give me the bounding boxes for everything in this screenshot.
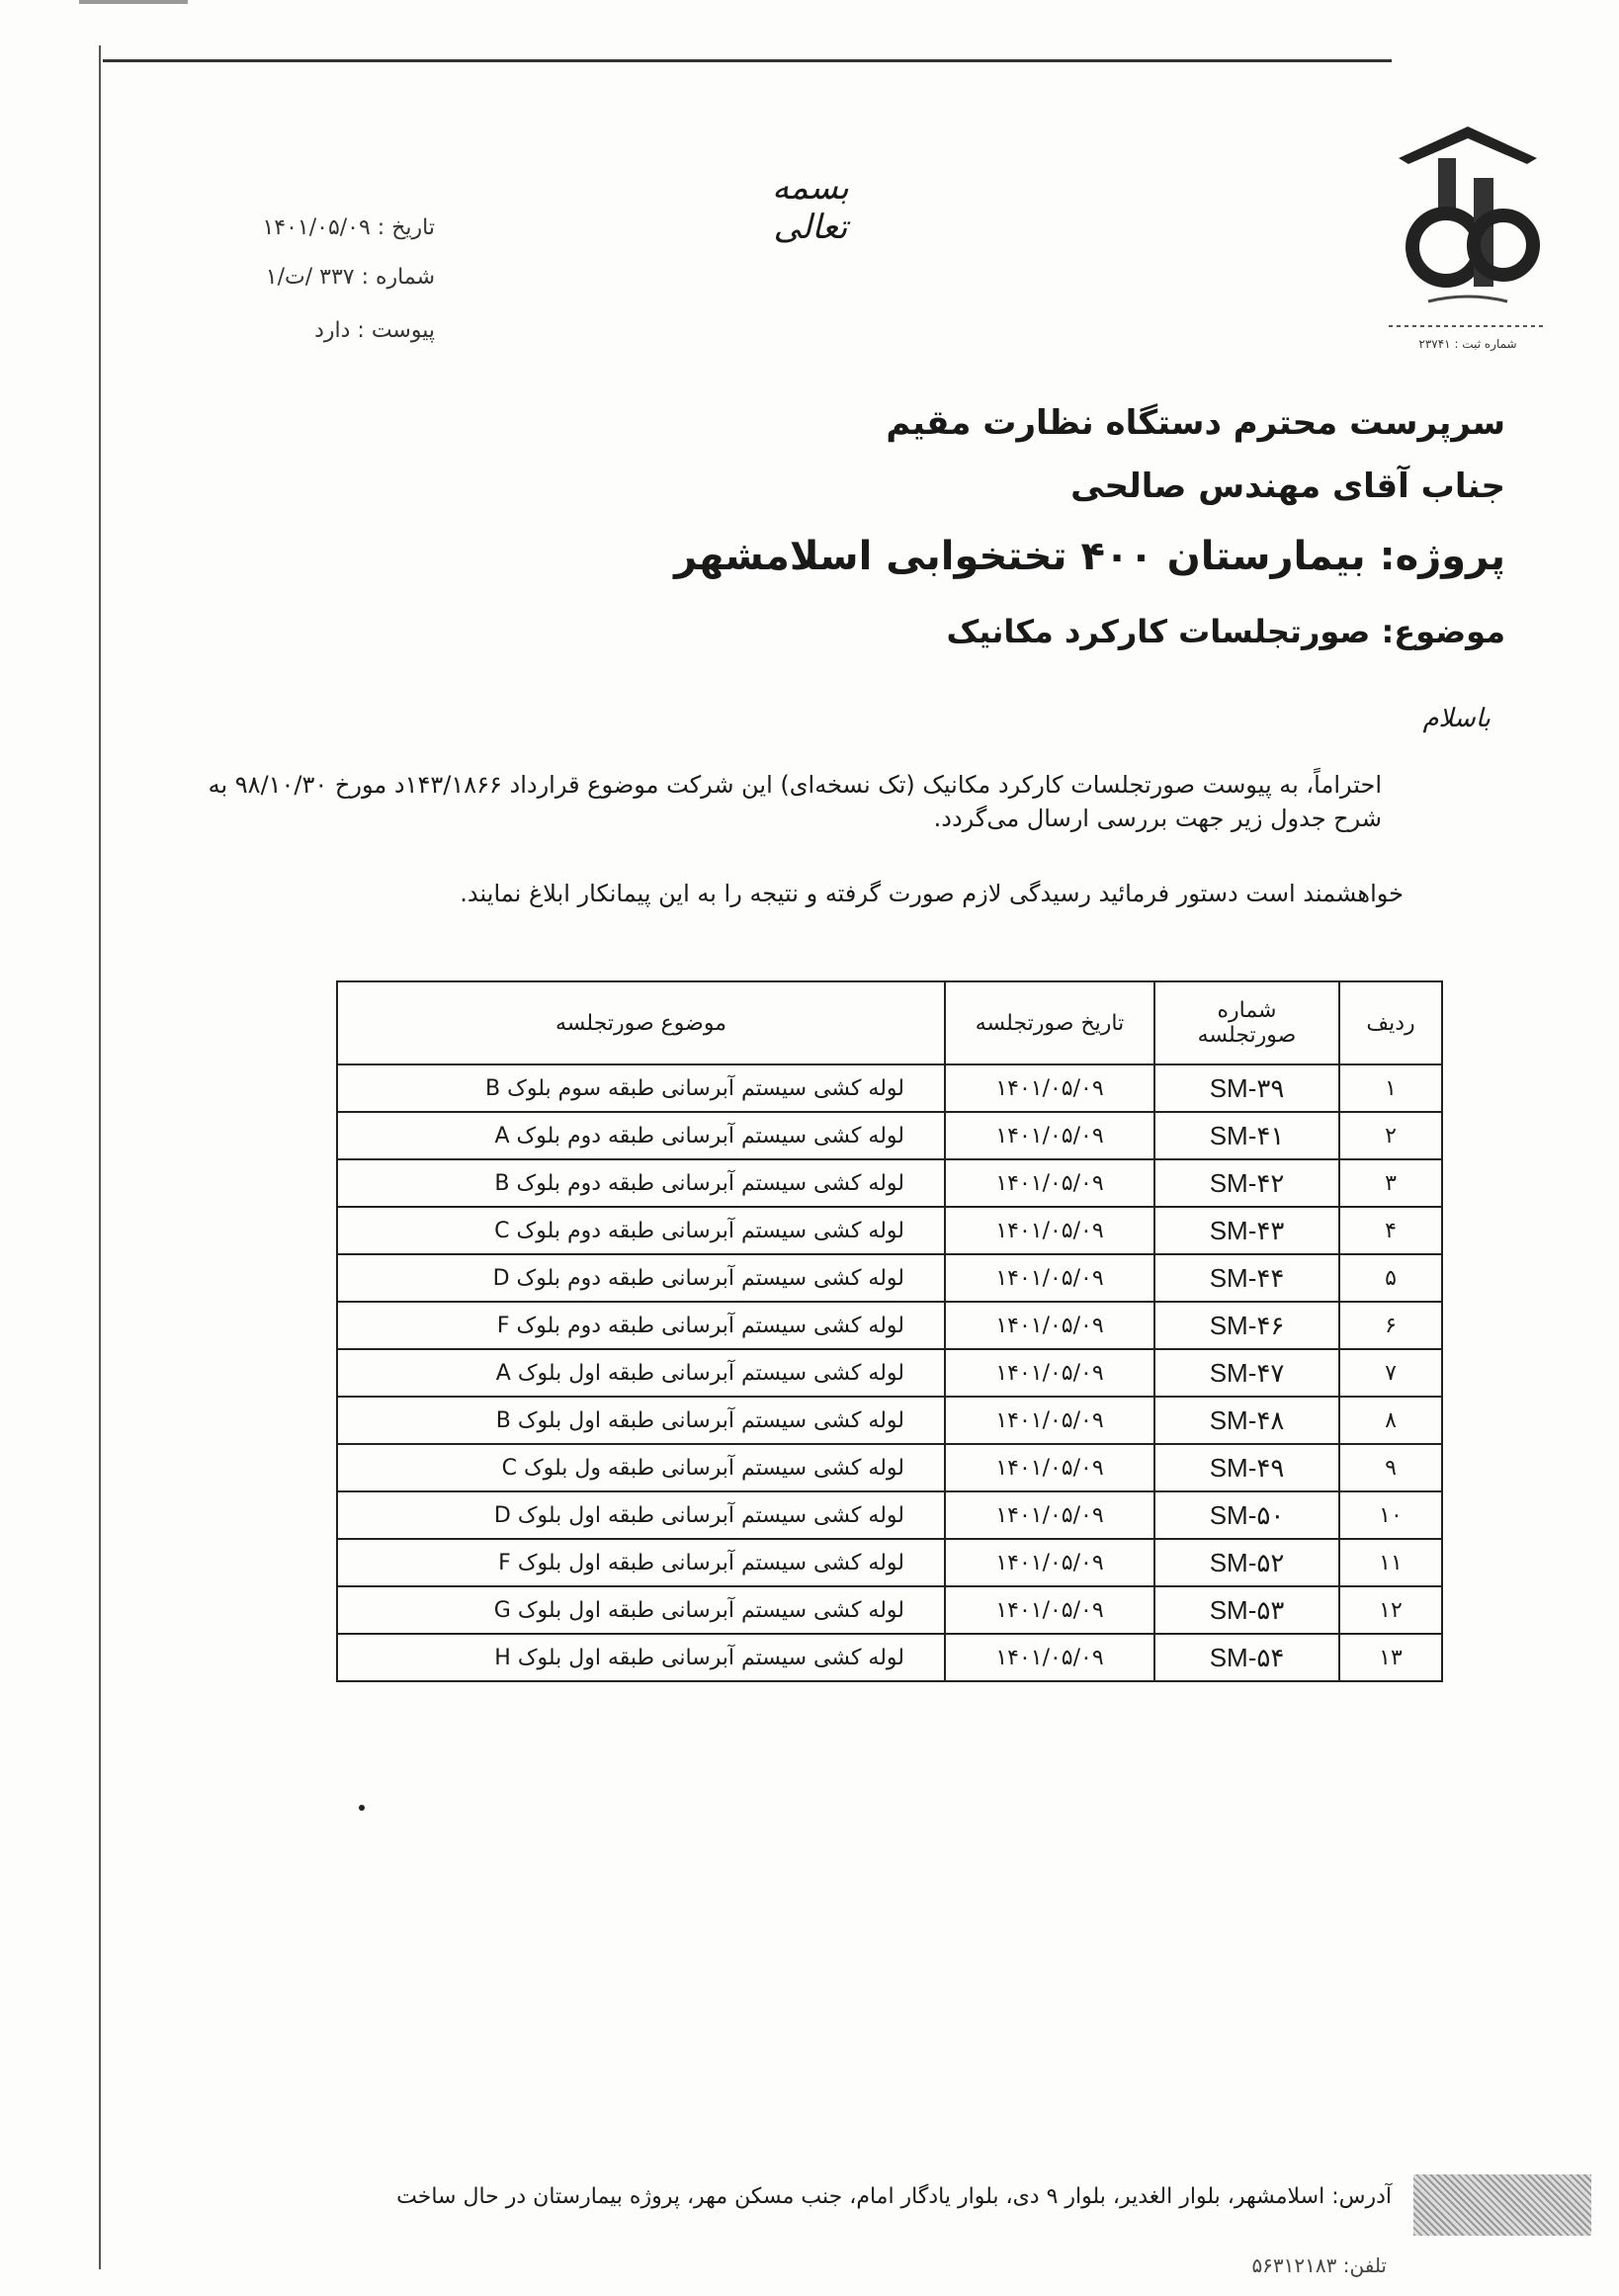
minutes-number: SM-۴۹	[1154, 1444, 1339, 1491]
minutes-subject: لوله کشی سیستم آبرسانی طبقه اول بلوک F	[337, 1539, 945, 1586]
table-row	[337, 1112, 1442, 1159]
table-row	[337, 1159, 1442, 1207]
top-border-line	[103, 59, 1392, 62]
minutes-date: ۱۴۰۱/۰۵/۰۹	[945, 1112, 1154, 1159]
row-no: ۳	[1339, 1159, 1442, 1207]
project-title: پروژه: بیمارستان ۴۰۰ تختخوابی اسلامشهر	[674, 534, 1505, 579]
row-no: ۸	[1339, 1397, 1442, 1444]
minutes-date: ۱۴۰۱/۰۵/۰۹	[945, 1064, 1154, 1112]
invocation-text: بسمه تعالی	[772, 168, 849, 247]
company-logo	[1379, 119, 1557, 356]
minutes-date: ۱۴۰۱/۰۵/۰۹	[945, 1397, 1154, 1444]
left-border-line	[99, 45, 101, 2269]
minutes-number: SM-۵۰	[1154, 1491, 1339, 1539]
table-row	[337, 1444, 1442, 1491]
table-row	[337, 1586, 1442, 1634]
body-paragraph-1: احتراماً، به پیوست صورتجلسات کارکرد مکانیک (تک نسخه‌ای) این شرکت موضوع قرارداد ۱۴۳/۱۸۶۶د مورخ ۹۸/۱۰/۳۰ به شرح جدول زیر جهت بررسی ارسال می‌گردد.	[208, 771, 1382, 832]
subject-line: موضوع: صورتجلسات کارکرد مکانیک	[946, 613, 1505, 650]
row-no: ۶	[1339, 1302, 1442, 1349]
header-minutes-subject: موضوع صورتجلسه	[337, 981, 945, 1064]
ink-dot	[359, 1805, 365, 1811]
minutes-number: SM-۴۱	[1154, 1112, 1339, 1159]
minutes-number: SM-۴۷	[1154, 1349, 1339, 1397]
minutes-number: SM-۴۴	[1154, 1254, 1339, 1302]
table-row	[337, 1207, 1442, 1254]
row-no: ۷	[1339, 1349, 1442, 1397]
addressee-line-1: سرپرست محترم دستگاه نظارت مقیم	[886, 403, 1505, 443]
minutes-date: ۱۴۰۱/۰۵/۰۹	[945, 1634, 1154, 1681]
header-row-no: ردیف	[1339, 981, 1442, 1064]
minutes-number: SM-۵۳	[1154, 1586, 1339, 1634]
minutes-number: SM-۵۴	[1154, 1634, 1339, 1681]
row-no: ۱۲	[1339, 1586, 1442, 1634]
minutes-number: SM-۴۲	[1154, 1159, 1339, 1207]
table-row	[337, 1064, 1442, 1112]
minutes-subject: لوله کشی سیستم آبرسانی طبقه اول بلوک H	[337, 1634, 945, 1681]
minutes-subject: لوله کشی سیستم آبرسانی طبقه دوم بلوک C	[337, 1207, 945, 1254]
row-no: ۱	[1339, 1064, 1442, 1112]
footer-phone: تلفن: ۵۶۳۱۲۱۸۳	[1251, 2253, 1387, 2277]
minutes-number: SM-۵۲	[1154, 1539, 1339, 1586]
minutes-date: ۱۴۰۱/۰۵/۰۹	[945, 1254, 1154, 1302]
row-no: ۱۳	[1339, 1634, 1442, 1681]
row-no: ۱۰	[1339, 1491, 1442, 1539]
scan-mark	[79, 0, 188, 4]
attachment-line: پیوست : دارد	[314, 318, 435, 343]
minutes-number: SM-۳۹	[1154, 1064, 1339, 1112]
addressee-line-2: جناب آقای مهندس صالحی	[1070, 467, 1505, 506]
minutes-date: ۱۴۰۱/۰۵/۰۹	[945, 1444, 1154, 1491]
footer-stamp	[1413, 2174, 1591, 2236]
date-line: تاریخ : ۱۴۰۱/۰۵/۰۹	[262, 215, 435, 240]
minutes-subject: لوله کشی سیستم آبرسانی طبقه اول بلوک A	[337, 1349, 945, 1397]
row-no: ۹	[1339, 1444, 1442, 1491]
minutes-table	[336, 980, 1443, 1682]
minutes-number: SM-۴۳	[1154, 1207, 1339, 1254]
table-row	[337, 1254, 1442, 1302]
table-row	[337, 1302, 1442, 1349]
header-minutes-number: شماره صورتجلسه	[1154, 981, 1339, 1064]
row-no: ۱۱	[1339, 1539, 1442, 1586]
table-row	[337, 1349, 1442, 1397]
minutes-subject: لوله کشی سیستم آبرسانی طبقه سوم بلوک B	[337, 1064, 945, 1112]
minutes-date: ۱۴۰۱/۰۵/۰۹	[945, 1207, 1154, 1254]
table-row	[337, 1491, 1442, 1539]
row-no: ۴	[1339, 1207, 1442, 1254]
footer-address: آدرس: اسلامشهر، بلوار الغدیر، بلوار ۹ دی، بلوار یادگار امام، جنب مسکن مهر، پروژه بیمارستان در حال ساخت	[396, 2184, 1392, 2209]
table-row	[337, 1634, 1442, 1681]
minutes-subject: لوله کشی سیستم آبرسانی طبقه دوم بلوک B	[337, 1159, 945, 1207]
minutes-subject: لوله کشی سیستم آبرسانی طبقه دوم بلوک F	[337, 1302, 945, 1349]
minutes-subject: لوله کشی سیستم آبرسانی طبقه دوم بلوک D	[337, 1254, 945, 1302]
table-row	[337, 1539, 1442, 1586]
greeting: باسلام	[1422, 704, 1491, 733]
minutes-date: ۱۴۰۱/۰۵/۰۹	[945, 1159, 1154, 1207]
minutes-number: SM-۴۶	[1154, 1302, 1339, 1349]
header-minutes-date: تاریخ صورتجلسه	[945, 981, 1154, 1064]
minutes-subject: لوله کشی سیستم آبرسانی طبقه اول بلوک G	[337, 1586, 945, 1634]
row-no: ۲	[1339, 1112, 1442, 1159]
minutes-date: ۱۴۰۱/۰۵/۰۹	[945, 1539, 1154, 1586]
minutes-subject: لوله کشی سیستم آبرسانی طبقه اول بلوک D	[337, 1491, 945, 1539]
minutes-date: ۱۴۰۱/۰۵/۰۹	[945, 1302, 1154, 1349]
minutes-date: ۱۴۰۱/۰۵/۰۹	[945, 1586, 1154, 1634]
row-no: ۵	[1339, 1254, 1442, 1302]
minutes-subject: لوله کشی سیستم آبرسانی طبقه دوم بلوک A	[337, 1112, 945, 1159]
minutes-date: ۱۴۰۱/۰۵/۰۹	[945, 1491, 1154, 1539]
minutes-number: SM-۴۸	[1154, 1397, 1339, 1444]
number-line: شماره : ۳۳۷ /ت/۱	[265, 265, 435, 290]
logo-caption: شماره ثبت : ۲۳۷۴۱	[1418, 337, 1517, 351]
minutes-subject: لوله کشی سیستم آبرسانی طبقه اول بلوک B	[337, 1397, 945, 1444]
minutes-subject: لوله کشی سیستم آبرسانی طبقه ول بلوک C	[337, 1444, 945, 1491]
minutes-date: ۱۴۰۱/۰۵/۰۹	[945, 1349, 1154, 1397]
table-header-row	[337, 981, 1442, 1064]
table-row	[337, 1397, 1442, 1444]
body-paragraph-2: خواهشمند است دستور فرمائید رسیدگی لازم صورت گرفته و نتیجه را به این پیمانکار ابلاغ نمایند.	[460, 880, 1404, 907]
